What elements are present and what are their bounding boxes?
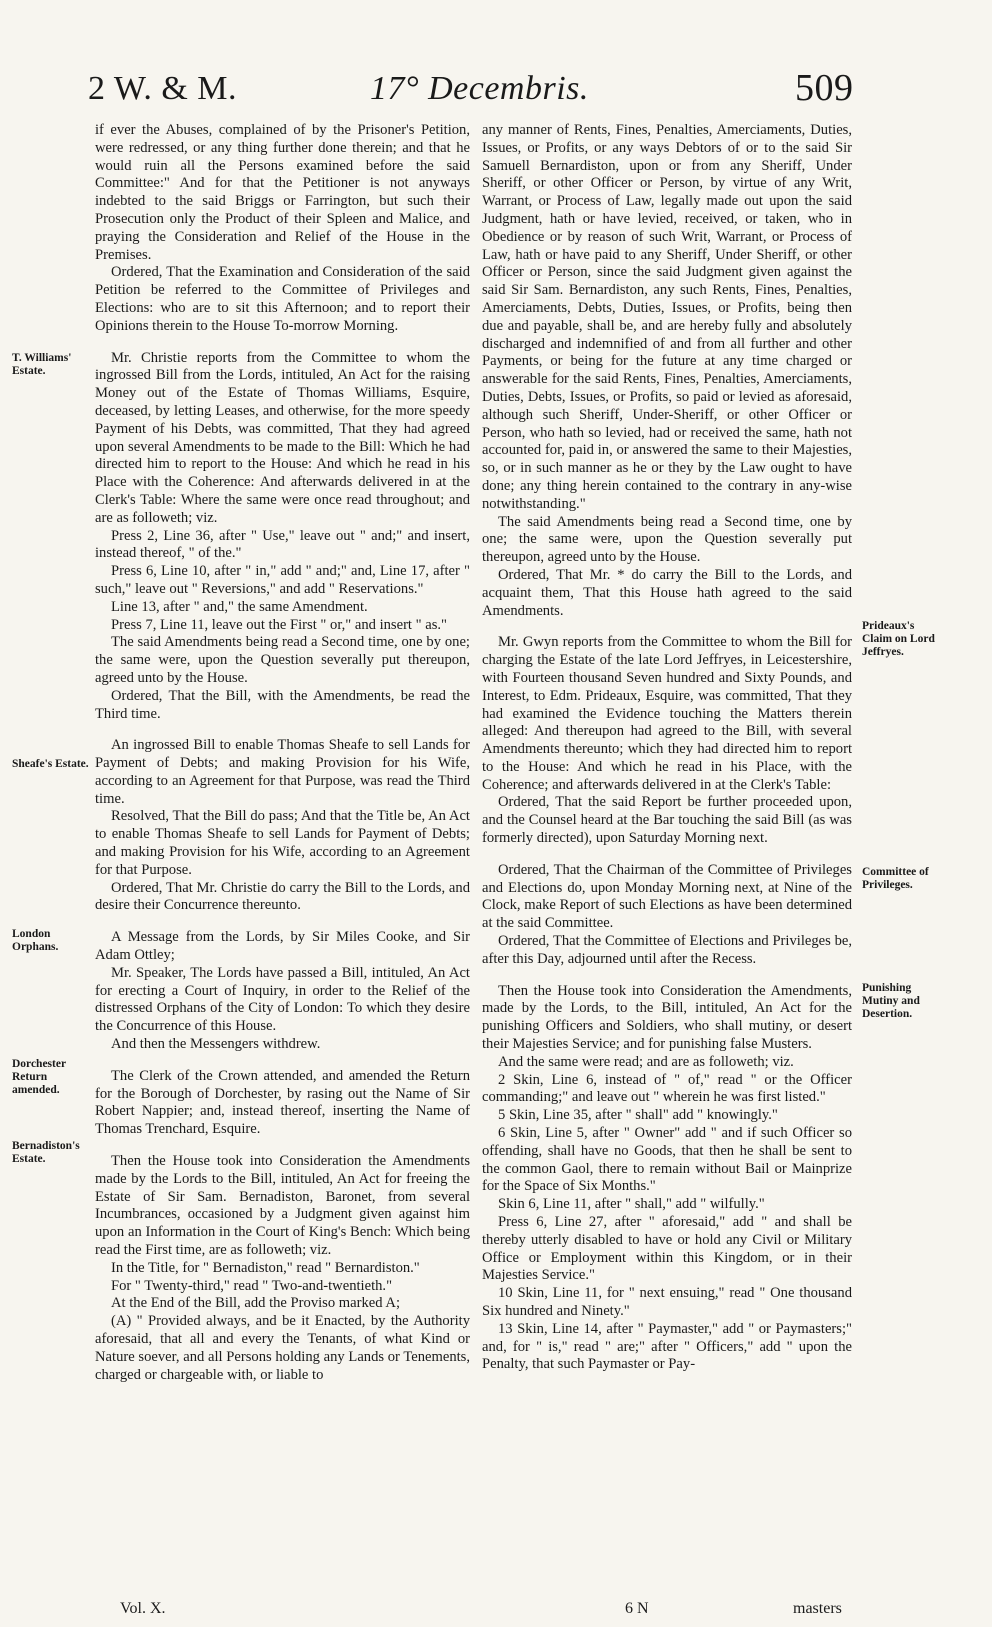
paragraph: Then the House took into Consideration the Amendments, made by the Lords, to the Bill, intituled, An Act for the punishing Officers and Soldiers, who shall mutiny, or desert their Majesties Service; and for punishing false Musters. (482, 982, 852, 1053)
paragraph: 6 Skin, Line 5, after " Owner" add " and if such Officer so offending, shall have no Goods, that then he shall be sent to the common Gaol, there to remain without Bail or Mainprize for the Space of Six Months." (482, 1125, 852, 1195)
margin-note-privileges: Committee of Privileges. (862, 866, 929, 891)
paragraph: Press 2, Line 36, after " Use," leave out " and;" and insert, instead thereof, " of the." (95, 527, 470, 562)
paragraph: Ordered, That Mr. Christie do carry the Bill to the Lords, and desire their Concurrence thereunto. (95, 879, 470, 914)
paragraph: The said Amendments being read a Second time, one by one; the same were, upon the Question severally put thereupon, agreed unto by the House. (95, 634, 470, 686)
paragraph: Skin 6, Line 11, after " shall," add " wilfully." (498, 1196, 765, 1213)
volume-number: Vol. X. (120, 1600, 166, 1617)
paragraph: An ingrossed Bill to enable Thomas Sheafe to sell Lands for Payment of Debts; and making Provision for his Wife, according to an Agreement for that Purpose, was read the Third time. (95, 737, 470, 807)
margin-note-dorchester: Dorchester Return amended. (12, 1058, 66, 1096)
paragraph: 5 Skin, Line 35, after " shall" add " knowingly." (498, 1107, 778, 1124)
margin-note-bernardiston: Bernadiston's Estate. (12, 1140, 80, 1165)
paragraph: At the End of the Bill, add the Proviso marked A; (111, 1295, 400, 1312)
paragraph: Ordered, That the Chairman of the Committee of Privileges and Elections do, upon Monday Morning next, at Nine of the Clock, make Report of such Elections as have been determined at the said Committee. (482, 861, 852, 932)
paragraph: Ordered, That the Examination and Consideration of the said Petition be referred to the Committee of Privileges and Elections: who are to sit this Afternoon; and to report their Opinions therein to the House To-morrow Morning. (95, 264, 470, 334)
signature-mark: 6 N (625, 1600, 649, 1617)
margin-note-sheafe: Sheafe's Estate. (12, 758, 89, 770)
regnal-year: 2 W. & M. (88, 70, 238, 107)
paragraph: Ordered, That the said Report be further proceeded upon, and the Counsel heard at the Bar touching the said Bill (as was formerly directed), upon Saturday Morning next. (482, 794, 852, 847)
right-column (482, 122, 852, 1374)
paragraph: Then the House took into Consideration the Amendments made by the Lords to the Bill, intituled, An Act for freeing the Estate of Sir Sam. Bernadiston, Baronet, from several Incumbrances, occasioned by a Judgment given against him upon an Information in the Court of King's Bench: Which being read the First time, are as followeth; viz. (95, 1153, 470, 1259)
paragraph: In the Title, for " Bernadiston," read " Bernardiston." (111, 1259, 420, 1276)
paragraph: For " Twenty-third," read " Two-and-twentieth." (111, 1277, 393, 1294)
paragraph: And the same were read; and are as followeth; viz. (498, 1053, 794, 1070)
paragraph: Mr. Gwyn reports from the Committee to whom the Bill for charging the Estate of the late Lord Jeffryes, in Leicestershire, with Fourteen thousand Seven hundred and Sixty Pounds, and Interest, to Edm. Prideaux, Esquire, was committed, That they had examined the Evidence touching the Matters therein alleged: And thereupon had agreed to the Bill, with several Amendments thereunto; which they had directed him to report to the House: And which he read in his Place, with the Coherence; and afterwards delivered in at the Clerk's Table: (482, 634, 852, 793)
margin-note-mutiny: Punishing Mutiny and Desertion. (862, 982, 920, 1020)
paragraph: any manner of Rents, Fines, Penalties, Amerciaments, Duties, Issues, or Profits, or any ways Debtors of or to the said Sir Samuell Bernardiston, upon or from any Sheriff, Under Sheriff, or other Officer or Person, by virtue of any Writ, Warrant, or Process of Law, legally made out upon the said Judgment, hath or have levied, received, or taken, who in Obedience or by reason of such Writ, Warrant, or Process of Law, hath or have paid to any Sheriff, Under Sheriff, or other Officer or Person, since the said Judgment given against the said Sir Sam. Bernardiston, any such Rents, Fines, Penalties, Amerciaments, Debts, Duties, Issues, or Profits, being then due and payable, shall be, and are hereby fully and absolutely discharged and indemnified of and from all further and other Payments, or being for the future at any time charged or answerable for the said Rents, Fines, Penalties, Amerciaments, Duties, Debts, Issues, or Profits, so paid or levied as aforesaid, although such Sheriff, Under-Sheriff, or other Officer or Person, who hath so levied, had or received the same, hath not accounted for, paid in, or answered the same to their Majesties, so, or in such manner as he or they by the Law ought to have done; any thing herein contained to the contrary in any-wise notwithstanding." (482, 122, 852, 512)
date-heading: 17° Decembris. (370, 70, 589, 107)
margin-note-orphans: London Orphans. (12, 928, 59, 953)
paragraph: Ordered, That the Committee of Elections and Privileges be, after this Day, adjourned until after the Recess. (482, 933, 852, 967)
paragraph: Resolved, That the Bill do pass; And that the Title be, An Act to enable Thomas Sheafe to sell Lands for Payment of Debts; and making Provision for his Wife, according to an Agreement for that Purpose. (95, 808, 470, 878)
left-column (95, 122, 470, 1384)
paragraph: if ever the Abuses, complained of by the Prisoner's Petition, were redressed, or any thing further done therein; and that he would ruin all the Persons examined before the said Committee:" And for that the Petitioner is not anyways indebted to the said Briggs or Farrington, but such their Prosecution only the Product of their Spleen and Malice, and praying the Consideration and Relief of the House in the Premises. (95, 122, 470, 263)
page-number: 509 (795, 67, 854, 109)
paragraph: And then the Messengers withdrew. (111, 1036, 321, 1053)
paragraph: 2 Skin, Line 6, instead of " of," read " or the Officer commanding;" and leave out " wherein he was first listed." (482, 1071, 852, 1106)
paragraph: Mr. Speaker, The Lords have passed a Bill, intituled, An Act for erecting a Court of Inquiry, in order to the Relief of the distressed Orphans of the City of London: To which they desire the Concurrence of this House. (95, 964, 470, 1035)
paragraph: The said Amendments being read a Second time, one by one; the same were, upon the Question severally put thereupon, agreed unto by the House. (482, 513, 852, 566)
paragraph: Line 13, after " and," the same Amendment. (111, 598, 368, 615)
margin-note-williams: T. Williams' Estate. (12, 352, 72, 377)
paragraph: A Message from the Lords, by Sir Miles Cooke, and Sir Adam Ottley; (95, 929, 470, 964)
paragraph: 10 Skin, Line 11, for " next ensuing," read " One thousand Six hundred and Ninety." (482, 1285, 852, 1319)
paragraph: Ordered, That the Bill, with the Amendments, be read the Third time. (95, 687, 470, 722)
margin-note-prideaux: Prideaux's Claim on Lord Jeffryes. (862, 620, 935, 658)
paragraph: Ordered, That Mr. * do carry the Bill to the Lords, and acquaint them, That this House hath agreed to the said Amendments. (482, 566, 852, 619)
paragraph: 13 Skin, Line 14, after " Paymaster," add " or Paymasters;" and, for " is," read " are;" after " Officers," add " upon the Penalty, that such Paymaster or Pay- (482, 1320, 852, 1373)
paragraph: Press 6, Line 10, after " in," add " and;" and, Line 17, after " such," leave out " Reversions," and add " Reservations." (95, 563, 470, 597)
paragraph: Press 7, Line 11, leave out the First " or," and insert " as." (111, 616, 448, 633)
paragraph: Press 6, Line 27, after " aforesaid," add " and shall be thereby utterly disabled to have or hold any Civil or Military Office or Employment within this Kingdom, or in their Majesties Service." (482, 1214, 852, 1284)
paragraph: (A) " Provided always, and be it Enacted, by the Authority aforesaid, that all and every the Tenants, of what Kind or Nature soever, and all Persons holding any Lands or Tenements, charged or chargeable with, or liable to (95, 1313, 470, 1383)
paragraph: Mr. Christie reports from the Committee to whom the ingrossed Bill from the Lords, intituled, An Act for the raising Money out of the Estate of Thomas Williams, Esquire, deceased, by letting Leases, and otherwise, for the more speedy Payment of his Debts, was committed, That they had agreed upon several Amendments to be made to the Bill: Which he had directed him to report to the House: And which he read in his Place with the Coherence: And afterwards delivered in at the Clerk's Table: Where the same were once read throughout; and are as followeth; viz. (95, 349, 470, 526)
catchword: masters (793, 1600, 842, 1617)
paragraph: The Clerk of the Crown attended, and amended the Return for the Borough of Dorchester, by rasing out the Name of Sir Robert Nappier; and, instead thereof, inserting the Name of Thomas Trenchard, Esquire. (95, 1067, 470, 1138)
